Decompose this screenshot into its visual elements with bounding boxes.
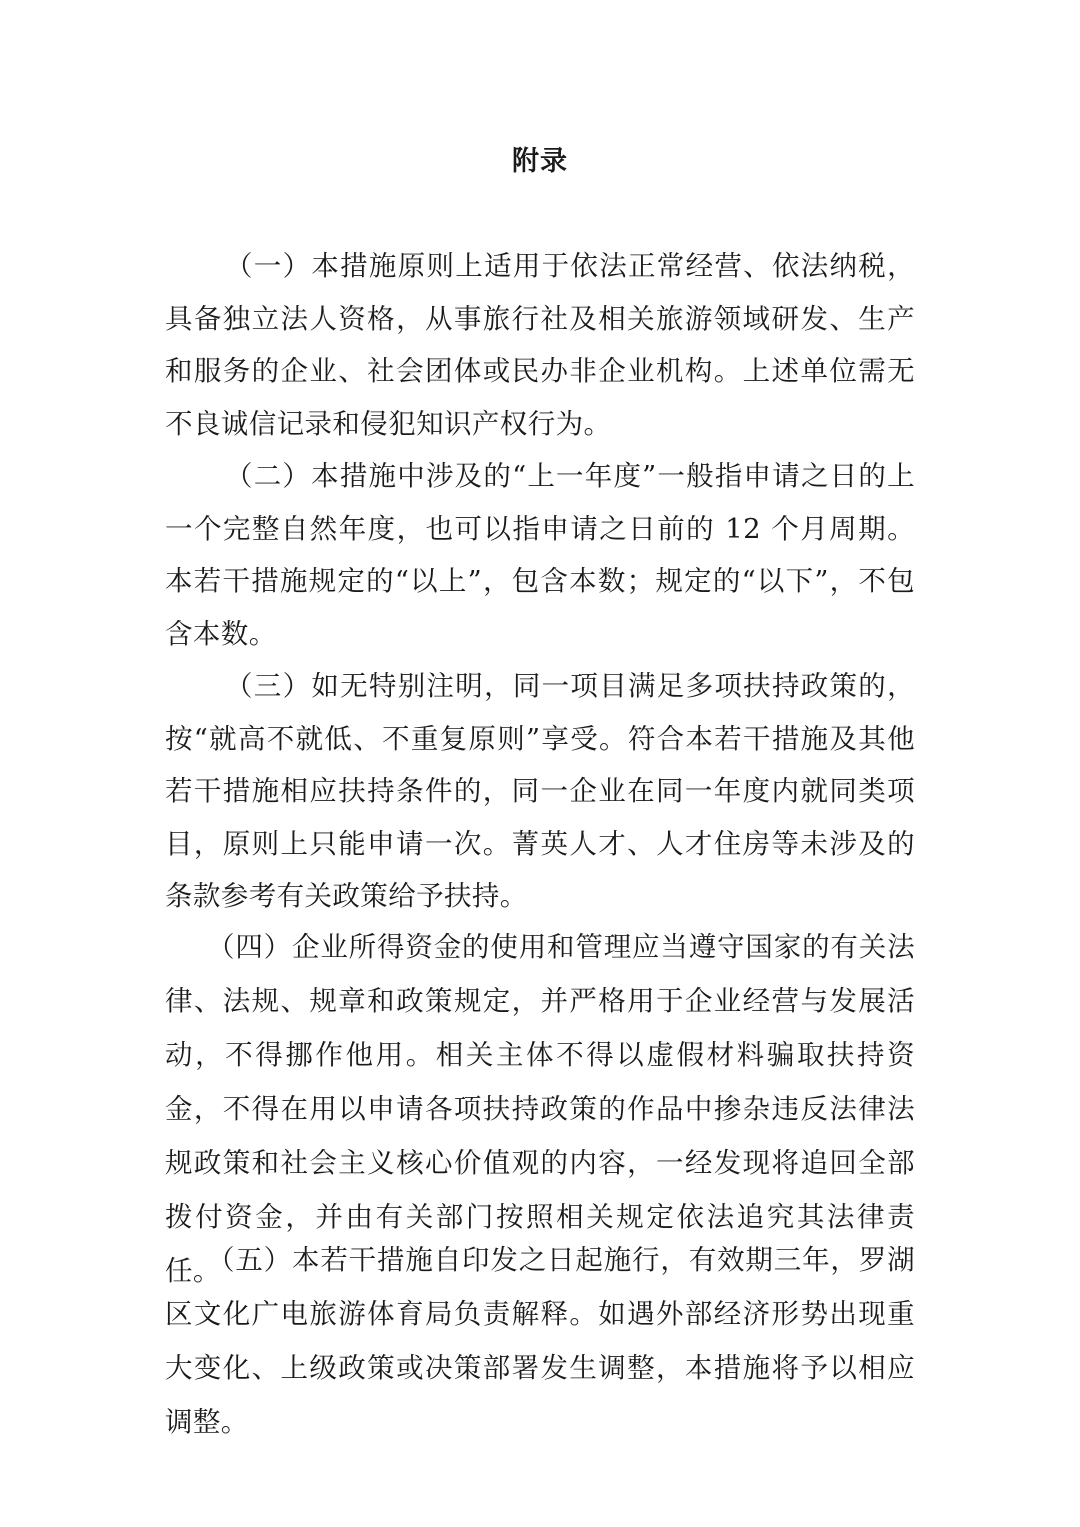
paragraph-3: （三）如无特别注明，同一项目满足多项扶持政策的，按“就高不就低、不重复原则”享受。符合本若干措施及其他若干措施相应扶持条件的，同一企业在同一年度内就同类项目，原则上只能申请一次。菁英人才、人才住房等未涉及的条款参考有关政策给予扶持。	[165, 670, 915, 912]
paragraph-1: （一）本措施原则上适用于依法正常经营、依法纳税，具备独立法人资格，从事旅行社及相关旅游领域研发、生产和服务的企业、社会团体或民办非企业机构。上述单位需无不良诚信记录和侵犯知识产权行为。	[165, 250, 915, 440]
paragraph-2: （二）本措施中涉及的“上一年度”一般指申请之日的上一个完整自然年度，也可以指申请之日前的 12 个月周期。本若干措施规定的“以上”，包含本数；规定的“以下”，不包含本数。	[165, 460, 915, 650]
paragraph-4: （四）企业所得资金的使用和管理应当遵守国家的有关法律、法规、规章和政策规定，并严格用于企业经营与发展活动，不得挪作他用。相关主体不得以虚假材料骗取扶持资金，不得在用以申请各项扶持政策的作品中掺杂违反法律法规政策和社会主义核心价值观的内容，一经发现将追回全部拨付资金，并由有关部门按照相关规定依法追究其法律责任。	[165, 931, 915, 1287]
paragraph-5: （五）本若干措施自印发之日起施行，有效期三年，罗湖区文化广电旅游体育局负责解释。如遇外部经济形势出现重大变化、上级政策或决策部署发生调整，本措施将予以相应调整。	[165, 1244, 915, 1438]
document-title: 附录	[512, 146, 568, 177]
